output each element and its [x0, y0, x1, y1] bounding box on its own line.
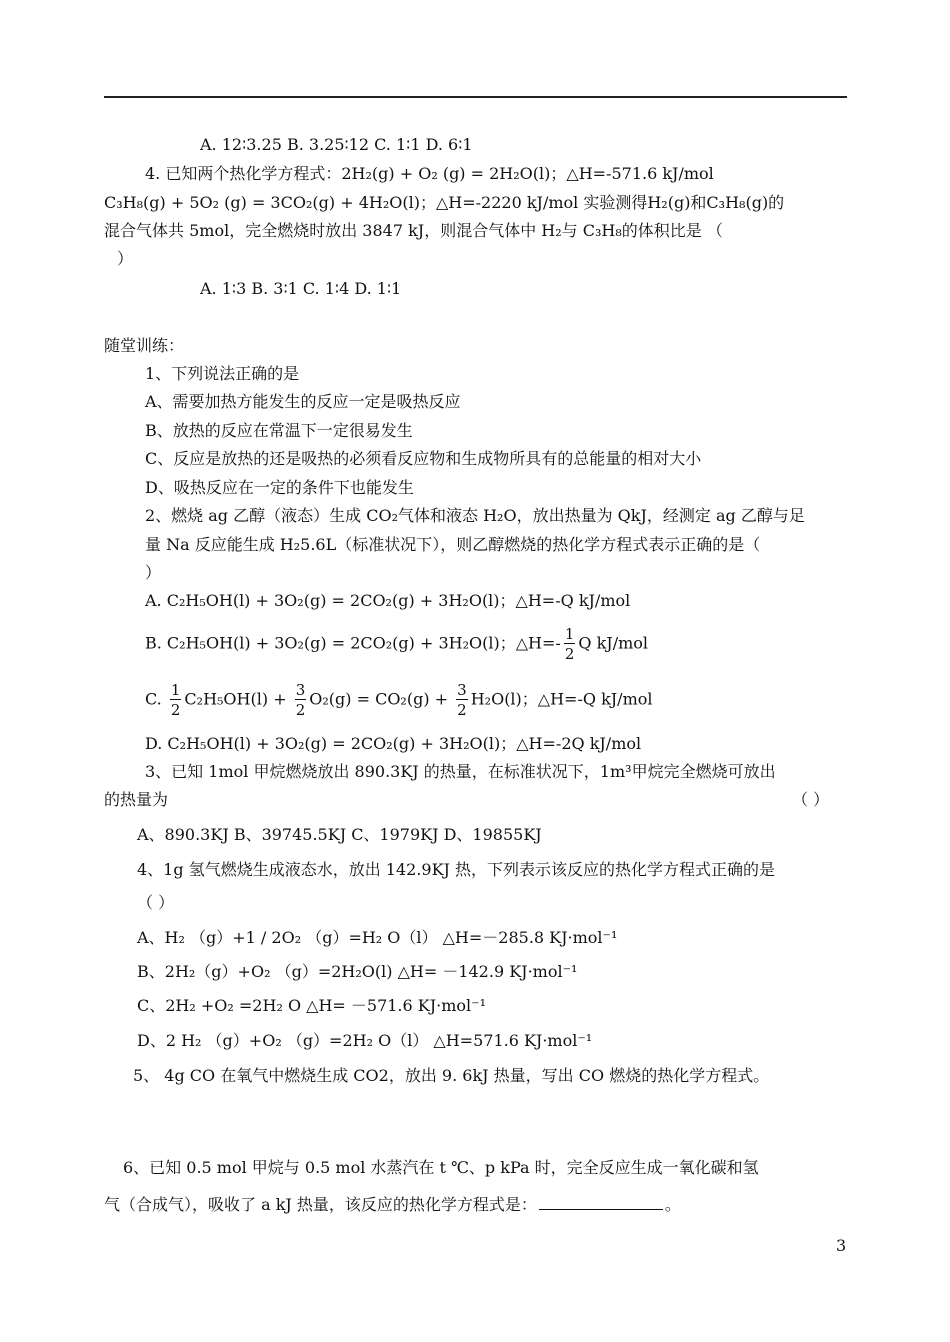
text-line: A. 1∶3 B. 3∶1 C. 1∶4 D. 1∶1	[200, 279, 402, 298]
text-line: （ ）	[792, 790, 830, 809]
text-line: 3、已知 1mol 甲烷燃烧放出 890.3KJ 的热量，在标准状况下，1m³甲烷完全燃烧可放出	[145, 762, 776, 781]
answer-blank[interactable]	[539, 1193, 663, 1210]
fraction-three-halves: $\frac{3}{2}$	[457, 681, 467, 719]
fraction-half: $\frac{1}{2}$	[170, 681, 181, 719]
text-line: （ ）	[137, 893, 175, 912]
text-line: C、反应是放热的还是吸热的必须看反应物和生成物所具有的总能量的相对大小	[145, 449, 702, 468]
text-line: 量 Na 反应能生成 H₂5.6L（标准状况下），则乙醇燃烧的热化学方程式表示正确的是（	[145, 535, 761, 554]
text-line: 4、1g 氢气燃烧生成液态水，放出 142.9KJ 热，下列表示该反应的热化学方程式正确的是	[137, 860, 776, 879]
q6-line-2: 气（合成气），吸收了 a kJ 热量，该反应的热化学方程式是： 。	[104, 1195, 681, 1214]
text-line: B、放热的反应在常温下一定很易发生	[145, 421, 413, 440]
text-line: D. C₂H₅OH(l) + 3O₂(g) = 2CO₂(g) + 3H₂O(l)；△H=-2Q kJ/mol	[145, 734, 642, 753]
text-line: ）	[145, 563, 162, 582]
text-line: 随堂训练：	[104, 336, 185, 355]
q2-option-b-tail: Q kJ/mol	[578, 633, 648, 653]
text-line: C₃H₈(g) + 5O₂ (g) = 3CO₂(g) + 4H₂O(l)；△H=-2220 kJ/mol 实验测得H₂(g)和C₃H₈(g)的	[104, 193, 785, 212]
text-line: D、吸热反应在一定的条件下也能发生	[145, 478, 414, 497]
text-line: A、890.3KJ B、39745.5KJ C、1979KJ D、19855KJ	[137, 825, 542, 844]
text-line: 混合气体共 5mol，完全燃烧时放出 3847 kJ，则混合气体中 H₂与 C₃H₈的体积比是 （	[104, 221, 723, 240]
text-line: 2、燃烧 ag 乙醇（液态）生成 CO₂气体和液态 H₂O，放出热量为 QkJ，经测定 ag 乙醇与足	[145, 506, 805, 525]
text-line: A、H₂ （g）+1 / 2O₂ （g）=H₂ O（l） △H=－285.8 KJ·mol⁻¹	[137, 928, 618, 947]
text-line: 6、已知 0.5 mol 甲烷与 0.5 mol 水蒸汽在 t ℃、p kPa 时，完全反应生成一氧化碳和氢	[123, 1158, 759, 1177]
header-rule	[104, 96, 847, 98]
text-line: 1、下列说法正确的是	[145, 364, 300, 383]
text-line: 4. 已知两个热化学方程式：2H₂(g) + O₂ (g) = 2H₂O(l)；△H=-571.6 kJ/mol	[145, 164, 714, 183]
page-number: 3	[836, 1236, 847, 1255]
text-line: 5、 4g CO 在氧气中燃烧生成 CO2，放出 9. 6kJ 热量，写出 CO 燃烧的热化学方程式。	[133, 1066, 770, 1085]
text-line: A. C₂H₅OH(l) + 3O₂(g) = 2CO₂(g) + 3H₂O(l)；△H=-Q kJ/mol	[145, 591, 631, 610]
text-line: C、2H₂ +O₂ =2H₂ O △H= －571.6 KJ·mol⁻¹	[137, 996, 487, 1015]
q2-option-b-text: B. C₂H₅OH(l) + 3O₂(g) = 2CO₂(g) + 3H₂O(l)；△H=-	[145, 633, 561, 653]
fraction-half: $\frac{1}{2}$	[564, 625, 575, 663]
fraction-three-halves: $\frac{3}{2}$	[295, 681, 306, 719]
text-line: A、需要加热方能发生的反应一定是吸热反应	[145, 392, 461, 411]
text-line: ）	[117, 249, 134, 268]
q2-option-c: C. $\frac{1}{2}$ C₂H₅OH(l) + $\frac{3}{2}$ O₂(g) = CO₂(g) + $\frac{3}{2}$ H₂O(l)；△H=-Q kJ/mol	[145, 681, 653, 719]
text-line: A. 12∶3.25 B. 3.25∶12 C. 1∶1 D. 6∶1	[200, 135, 473, 154]
text-line: 的热量为	[104, 790, 169, 809]
q2-option-b	[145, 626, 648, 662]
text-line: B、2H₂（g）+O₂ （g）=2H₂O(l) △H= －142.9 KJ·mol⁻¹	[137, 962, 578, 981]
text-line: D、2 H₂ （g）+O₂ （g）=2H₂ O（l） △H=571.6 KJ·mol⁻¹	[137, 1031, 593, 1050]
